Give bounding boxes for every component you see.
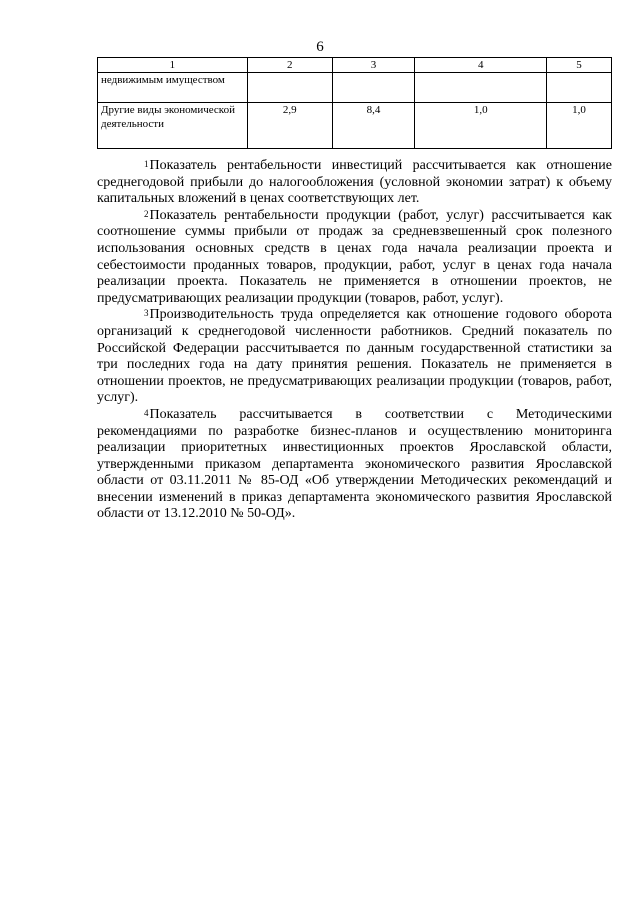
- footnote-mark: 4: [144, 407, 149, 418]
- footnote-4: [97, 407, 612, 523]
- column-header: 3: [332, 58, 415, 73]
- column-header: 5: [547, 58, 612, 73]
- table-row: [98, 103, 612, 149]
- footnote-text: Производительность труда определяется как отношение годового оборота организаций к среднегодовой численности работников. Средний показатель по Российской Федерации рассчитывается по данным государственной статистики за три последних года на дату принятия решения. Показатель не применяется в отношении проектов, не предусматривающих реализации продукции (товаров, работ, услуг).: [97, 307, 612, 406]
- footnote-1: [97, 158, 612, 208]
- table-cell: [415, 73, 547, 103]
- column-header: 4: [415, 58, 547, 73]
- table-cell: 2,9: [247, 103, 332, 149]
- row-label: недвижимым имуществом: [98, 73, 248, 103]
- table-cell: [332, 73, 415, 103]
- footnote-3: [97, 307, 612, 407]
- table-cell: 8,4: [332, 103, 415, 149]
- footnotes: [97, 158, 612, 523]
- column-header: 2: [247, 58, 332, 73]
- footnote-mark: 3: [144, 308, 149, 319]
- table-cell: [547, 73, 612, 103]
- footnote-mark: 1: [144, 159, 149, 169]
- page-number: 6: [316, 39, 324, 55]
- column-header: 1: [98, 58, 248, 73]
- table-row: [98, 73, 612, 103]
- footnote-mark: 2: [144, 208, 149, 219]
- row-label: Другие виды экономической деятельности: [98, 103, 248, 149]
- data-table: [97, 57, 612, 149]
- footnote-text: Показатель рентабельности инвестиций рассчитывается как отношение среднегодовой прибыли до налогообложения (условной экономии затрат) к объему капитальных вложений в ценах соответствующих лет.: [97, 158, 612, 207]
- table-header-row: [98, 58, 612, 73]
- table-cell: 1,0: [415, 103, 547, 149]
- footnote-2: [97, 208, 612, 308]
- footnote-text: Показатель рентабельности продукции (работ, услуг) рассчитывается как соотношение суммы прибыли от продаж за средневзвешенный срок полезного использования основных средств в ценах года начала реализации проекта и себестоимости проданных товаров, продукции, работ, услуг в ценах года начала реализации проекта. Показатель не применяется в отношении проектов, не предусматривающих реализации продукции (товаров, работ, услуг).: [97, 207, 612, 306]
- table-cell: 1,0: [547, 103, 612, 149]
- footnote-text: Показатель рассчитывается в соответствии с Методическими рекомендациями по разработке бизнес-планов и осуществлению мониторинга реализации приоритетных инвестиционных проектов Ярославской области, утвержденными приказом департамента экономического развития Ярославской области от 03.11.2011 № 85-ОД «Об утверждении Методических рекомендаций и внесении изменений в приказ департамента экономического развития Ярославской области от 13.12.2010 № 50-ОД».: [97, 406, 612, 522]
- table-cell: [247, 73, 332, 103]
